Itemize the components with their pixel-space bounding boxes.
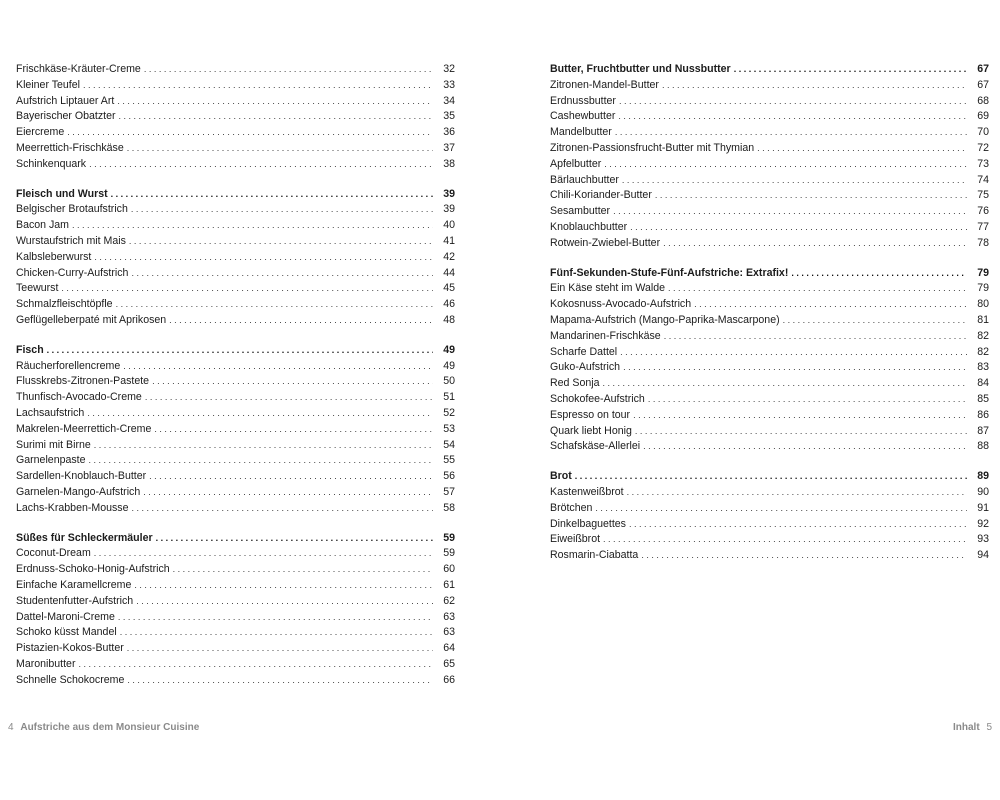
toc-entry — [16, 501, 455, 517]
toc-entry-page: 41 — [443, 234, 455, 247]
toc-entry — [550, 204, 989, 220]
toc-entry — [550, 408, 989, 424]
toc-entry — [550, 345, 989, 361]
toc-entry-title: Apfelbutter — [550, 157, 602, 170]
toc-entry-title: Sesambutter — [550, 205, 611, 218]
toc-entry-title: Aufstrich Liptauer Art — [16, 94, 115, 107]
toc-entry-title: Guko-Aufstrich — [550, 361, 621, 374]
toc-entry-page: 90 — [977, 485, 989, 498]
toc-entry-title: Zitronen-Passionsfrucht-Butter mit Thymian — [550, 141, 755, 154]
toc-dot-leader — [783, 313, 967, 329]
toc-dot-leader — [615, 125, 967, 141]
toc-entry-title: Bacon Jam — [16, 219, 69, 232]
page-number-right: 5 — [986, 722, 992, 733]
toc-dot-leader — [633, 408, 967, 424]
toc-entry-title: Eiweißbrot — [550, 533, 601, 546]
toc-entry-page: 91 — [977, 501, 989, 514]
toc-entry-page: 82 — [977, 329, 989, 342]
toc-entry-title: Süßes für Schleckermäuler — [16, 531, 153, 544]
toc-entry-title: Rotwein-Zwiebel-Butter — [550, 236, 661, 249]
toc-entry — [16, 78, 455, 94]
toc-dot-leader — [118, 610, 433, 626]
toc-entry-title: Schoko küsst Mandel — [16, 626, 117, 639]
toc-entry-page: 80 — [977, 298, 989, 311]
toc-entry-page: 83 — [977, 361, 989, 374]
toc-entry-page: 94 — [977, 549, 989, 562]
toc-entry-page: 34 — [443, 94, 455, 107]
toc-entry-title: Thunfisch-Avocado-Creme — [16, 391, 142, 404]
toc-entry — [16, 374, 455, 390]
toc-entry-title: Makrelen-Meerrettich-Creme — [16, 422, 152, 435]
toc-entry-title: Schinkenquark — [16, 157, 87, 170]
toc-entry-title: Surimi mit Birne — [16, 438, 91, 451]
toc-entry-title: Eiercreme — [16, 126, 65, 139]
toc-dot-leader — [603, 532, 967, 548]
toc-dot-leader — [136, 594, 433, 610]
toc-entry-title: Flusskrebs-Zitronen-Pastete — [16, 375, 150, 388]
toc-entry-page: 79 — [977, 282, 989, 295]
section-gap — [550, 455, 989, 469]
toc-entry — [16, 562, 455, 578]
toc-entry — [16, 62, 455, 78]
toc-entry-page: 63 — [443, 610, 455, 623]
toc-entry — [16, 594, 455, 610]
section-gap — [550, 252, 989, 266]
toc-entry — [16, 359, 455, 375]
toc-entry-page: 65 — [443, 657, 455, 670]
toc-dot-leader — [152, 374, 433, 390]
toc-entry — [16, 218, 455, 234]
toc-entry — [550, 329, 989, 345]
toc-dot-leader — [734, 62, 967, 78]
toc-entry-page: 63 — [443, 626, 455, 639]
toc-dot-leader — [618, 109, 967, 125]
toc-entry — [550, 297, 989, 313]
toc-entry-page: 69 — [977, 110, 989, 123]
toc-entry — [16, 266, 455, 282]
toc-entry-title: Dinkelbaguettes — [550, 517, 626, 530]
page-number-left: 4 — [8, 722, 14, 733]
toc-entry-title: Knoblauchbutter — [550, 220, 628, 233]
toc-entry — [550, 125, 989, 141]
toc-entry-title: Dattel-Maroni-Creme — [16, 610, 115, 623]
toc-dot-leader — [641, 548, 967, 564]
toc-entry-page: 44 — [443, 266, 455, 279]
toc-entry-page: 49 — [443, 343, 455, 356]
toc-dot-leader — [129, 234, 433, 250]
toc-entry-title: Garnelenpaste — [16, 454, 86, 467]
toc-entry-title: Ein Käse steht im Walde — [550, 282, 666, 295]
toc-entry-title: Coconut-Dream — [16, 547, 91, 560]
toc-entry-page: 74 — [977, 173, 989, 186]
toc-dot-leader — [663, 236, 967, 252]
toc-entry-title: Schmalzfleischtöpfle — [16, 298, 113, 311]
toc-entry-page: 73 — [977, 157, 989, 170]
toc-dot-leader — [620, 345, 967, 361]
toc-dot-leader — [87, 406, 433, 422]
toc-entry-title: Fleisch und Wurst — [16, 187, 108, 200]
toc-entry — [550, 485, 989, 501]
toc-dot-leader — [630, 220, 967, 236]
toc-dot-leader — [694, 297, 967, 313]
toc-dot-leader — [131, 266, 433, 282]
toc-entry — [550, 392, 989, 408]
toc-entry — [16, 453, 455, 469]
toc-entry-title: Espresso on tour — [550, 408, 631, 421]
section-gap — [16, 517, 455, 531]
toc-entry-page: 67 — [977, 78, 989, 91]
toc-dot-leader — [47, 343, 433, 359]
toc-section-heading — [16, 343, 455, 359]
toc-dot-leader — [127, 641, 433, 657]
toc-entry — [550, 517, 989, 533]
toc-entry — [550, 78, 989, 94]
toc-entry — [550, 281, 989, 297]
toc-dot-leader — [173, 562, 433, 578]
toc-entry — [550, 548, 989, 564]
toc-entry-title: Maronibutter — [16, 657, 76, 670]
toc-entry-title: Red Sonja — [550, 377, 600, 390]
toc-entry-page: 84 — [977, 377, 989, 390]
toc-dot-leader — [111, 187, 433, 203]
section-gap — [16, 329, 455, 343]
toc-entry-page: 37 — [443, 141, 455, 154]
toc-dot-leader — [116, 297, 433, 313]
footer-right — [953, 722, 996, 733]
toc-entry-page: 77 — [977, 220, 989, 233]
toc-entry-title: Studentenfutter-Aufstrich — [16, 594, 134, 607]
toc-dot-leader — [635, 424, 967, 440]
toc-entry-page: 40 — [443, 219, 455, 232]
toc-entry-title: Mandelbutter — [550, 126, 612, 139]
toc-dot-leader — [575, 469, 967, 485]
toc-dot-leader — [648, 392, 967, 408]
toc-entry-title: Geflügelleberpaté mit Aprikosen — [16, 313, 167, 326]
toc-entry — [16, 390, 455, 406]
toc-entry-page: 75 — [977, 189, 989, 202]
toc-entry — [550, 109, 989, 125]
toc-entry — [550, 220, 989, 236]
toc-entry-page: 78 — [977, 236, 989, 249]
toc-entry — [550, 173, 989, 189]
toc-entry-title: Schnelle Schokocreme — [16, 673, 125, 686]
toc-entry-title: Kalbsleberwurst — [16, 250, 92, 263]
toc-entry-title: Kastenweißbrot — [550, 485, 624, 498]
toc-entry-title: Garnelen-Mango-Aufstrich — [16, 485, 141, 498]
toc-dot-leader — [595, 501, 967, 517]
toc-entry-page: 86 — [977, 408, 989, 421]
toc-dot-leader — [127, 141, 433, 157]
toc-entry-title: Chili-Koriander-Butter — [550, 189, 652, 202]
toc-dot-leader — [757, 141, 967, 157]
toc-entry-page: 61 — [443, 578, 455, 591]
book-title: Aufstriche aus dem Monsieur Cuisine — [20, 722, 200, 733]
toc-dot-leader — [89, 157, 433, 173]
toc-entry-page: 35 — [443, 110, 455, 123]
toc-dot-leader — [117, 94, 433, 110]
toc-dot-leader — [169, 313, 433, 329]
toc-entry-page: 55 — [443, 454, 455, 467]
toc-entry-title: Bayerischer Obatzter — [16, 110, 116, 123]
toc-section-heading — [550, 62, 989, 78]
toc-left-column — [16, 62, 455, 688]
toc-entry-title: Einfache Karamellcreme — [16, 578, 132, 591]
toc-entry — [550, 439, 989, 455]
toc-entry-page: 46 — [443, 298, 455, 311]
toc-entry-page: 70 — [977, 126, 989, 139]
toc-dot-leader — [67, 125, 433, 141]
toc-entry-page: 93 — [977, 533, 989, 546]
toc-entry-page: 50 — [443, 375, 455, 388]
toc-entry-page: 92 — [977, 517, 989, 530]
toc-dot-leader — [131, 202, 433, 218]
toc-entry — [16, 250, 455, 266]
toc-entry-page: 59 — [443, 547, 455, 560]
toc-entry — [16, 157, 455, 173]
toc-dot-leader — [613, 204, 967, 220]
toc-entry-page: 51 — [443, 391, 455, 404]
toc-entry — [550, 532, 989, 548]
toc-dot-leader — [120, 625, 433, 641]
toc-entry-page: 76 — [977, 205, 989, 218]
toc-entry-title: Zitronen-Mandel-Butter — [550, 78, 659, 91]
toc-dot-leader — [791, 266, 967, 282]
toc-entry-page: 54 — [443, 438, 455, 451]
toc-entry-page: 48 — [443, 313, 455, 326]
toc-entry-title: Brötchen — [550, 501, 593, 514]
toc-entry-title: Mapama-Aufstrich (Mango-Paprika-Mascarpone) — [550, 313, 780, 326]
toc-entry — [550, 141, 989, 157]
section-gap — [16, 173, 455, 187]
toc-dot-leader — [622, 173, 967, 189]
toc-entry-title: Scharfe Dattel — [550, 345, 618, 358]
toc-entry — [550, 313, 989, 329]
toc-entry-title: Quark liebt Honig — [550, 424, 632, 437]
toc-dot-leader — [83, 78, 433, 94]
toc-entry — [16, 202, 455, 218]
toc-entry-page: 56 — [443, 470, 455, 483]
toc-entry — [550, 188, 989, 204]
toc-entry-title: Sardellen-Knoblauch-Butter — [16, 470, 147, 483]
toc-entry-page: 67 — [977, 63, 989, 75]
toc-entry — [16, 578, 455, 594]
toc-entry — [16, 641, 455, 657]
toc-entry-title: Schafskäse-Allerlei — [550, 440, 641, 453]
section-title: Inhalt — [952, 722, 980, 733]
toc-entry-page: 36 — [443, 126, 455, 139]
toc-dot-leader — [89, 453, 434, 469]
toc-dot-leader — [662, 78, 967, 94]
footer-left — [4, 722, 199, 733]
toc-entry — [550, 94, 989, 110]
toc-dot-leader — [123, 359, 433, 375]
toc-entry-page: 59 — [443, 531, 455, 544]
toc-dot-leader — [154, 422, 433, 438]
toc-section-heading — [16, 531, 455, 547]
toc-dot-leader — [134, 578, 433, 594]
toc-entry — [16, 109, 455, 125]
toc-entry — [16, 234, 455, 250]
toc-entry-title: Fisch — [16, 343, 44, 356]
toc-entry-title: Erdnussbutter — [550, 94, 616, 107]
toc-entry-page: 53 — [443, 422, 455, 435]
toc-entry-page: 68 — [977, 94, 989, 107]
toc-entry — [16, 406, 455, 422]
toc-entry — [16, 625, 455, 641]
toc-entry — [550, 360, 989, 376]
toc-dot-leader — [119, 109, 433, 125]
toc-entry-title: Chicken-Curry-Aufstrich — [16, 266, 129, 279]
toc-entry-page: 81 — [977, 313, 989, 326]
toc-entry-page: 79 — [977, 266, 989, 279]
toc-entry-page: 85 — [977, 392, 989, 405]
toc-dot-leader — [61, 281, 433, 297]
toc-dot-leader — [144, 62, 433, 78]
toc-entry — [16, 657, 455, 673]
toc-entry — [550, 376, 989, 392]
toc-entry — [550, 501, 989, 517]
toc-entry-page: 66 — [443, 673, 455, 686]
toc-entry — [16, 313, 455, 329]
toc-entry-page: 88 — [977, 440, 989, 453]
toc-right-column — [550, 62, 989, 564]
toc-entry — [16, 438, 455, 454]
toc-entry-title: Fünf-Sekunden-Stufe-Fünf-Aufstriche: Extrafix! — [550, 266, 789, 279]
toc-dot-leader — [668, 281, 967, 297]
toc-dot-leader — [655, 188, 967, 204]
toc-entry-title: Butter, Fruchtbutter und Nussbutter — [550, 63, 731, 75]
toc-dot-leader — [143, 485, 433, 501]
toc-entry — [16, 469, 455, 485]
toc-entry — [16, 485, 455, 501]
toc-entry-title: Rosmarin-Ciabatta — [550, 549, 639, 562]
toc-dot-leader — [94, 438, 433, 454]
toc-entry-title: Räucherforellencreme — [16, 359, 121, 372]
toc-entry-page: 58 — [443, 501, 455, 514]
toc-entry — [550, 157, 989, 173]
toc-entry-title: Lachsaufstrich — [16, 406, 85, 419]
toc-entry — [16, 141, 455, 157]
toc-entry — [550, 424, 989, 440]
toc-entry — [16, 281, 455, 297]
toc-entry — [16, 673, 455, 689]
toc-dot-leader — [619, 94, 967, 110]
toc-entry-title: Brot — [550, 470, 572, 483]
toc-dot-leader — [94, 250, 433, 266]
toc-entry-page: 89 — [977, 470, 989, 483]
toc-dot-leader — [629, 517, 967, 533]
toc-section-heading — [16, 187, 455, 203]
toc-entry-title: Meerrettich-Frischkäse — [16, 141, 124, 154]
toc-dot-leader — [604, 157, 967, 173]
toc-entry-page: 42 — [443, 250, 455, 263]
toc-entry-title: Mandarinen-Frischkäse — [550, 329, 661, 342]
toc-entry-title: Teewurst — [16, 282, 59, 295]
toc-entry-page: 38 — [443, 157, 455, 170]
toc-entry-title: Wurstaufstrich mit Mais — [16, 234, 126, 247]
toc-entry-page: 64 — [443, 642, 455, 655]
toc-entry — [16, 297, 455, 313]
toc-entry-page: 49 — [443, 359, 455, 372]
toc-entry-title: Cashewbutter — [550, 110, 616, 123]
toc-entry-title: Pistazien-Kokos-Butter — [16, 642, 124, 655]
toc-dot-leader — [145, 390, 433, 406]
toc-dot-leader — [623, 360, 967, 376]
toc-entry-title: Frischkäse-Kräuter-Creme — [16, 63, 141, 75]
toc-entry-title: Schokofee-Aufstrich — [550, 392, 645, 405]
toc-entry — [16, 610, 455, 626]
toc-entry-title: Bärlauchbutter — [550, 173, 619, 186]
toc-entry-page: 57 — [443, 485, 455, 498]
toc-entry-page: 45 — [443, 282, 455, 295]
toc-dot-leader — [127, 673, 433, 689]
toc-entry — [550, 236, 989, 252]
toc-dot-leader — [643, 439, 967, 455]
toc-entry-page: 32 — [443, 63, 455, 75]
toc-entry-page: 87 — [977, 424, 989, 437]
toc-entry-title: Erdnuss-Schoko-Honig-Aufstrich — [16, 563, 170, 576]
toc-entry-title: Lachs-Krabben-Mousse — [16, 501, 129, 514]
toc-dot-leader — [78, 657, 433, 673]
toc-entry — [16, 422, 455, 438]
toc-entry — [16, 546, 455, 562]
toc-entry-page: 52 — [443, 406, 455, 419]
toc-entry-page: 82 — [977, 345, 989, 358]
toc-entry-page: 39 — [443, 187, 455, 200]
toc-entry — [16, 94, 455, 110]
toc-dot-leader — [602, 376, 967, 392]
toc-entry — [16, 125, 455, 141]
toc-entry-page: 33 — [443, 78, 455, 91]
toc-entry-page: 60 — [443, 563, 455, 576]
toc-dot-leader — [72, 218, 433, 234]
toc-dot-leader — [131, 501, 433, 517]
toc-entry-title: Belgischer Brotaufstrich — [16, 203, 128, 216]
toc-dot-leader — [149, 469, 433, 485]
toc-dot-leader — [627, 485, 967, 501]
toc-section-heading — [550, 266, 989, 282]
toc-dot-leader — [94, 546, 433, 562]
toc-entry-page: 72 — [977, 141, 989, 154]
toc-entry-page: 62 — [443, 594, 455, 607]
toc-dot-leader — [156, 531, 433, 547]
toc-entry-title: Kokosnuss-Avocado-Aufstrich — [550, 298, 692, 311]
toc-section-heading — [550, 469, 989, 485]
toc-entry-page: 39 — [443, 203, 455, 216]
toc-entry-title: Kleiner Teufel — [16, 78, 80, 91]
toc-dot-leader — [664, 329, 967, 345]
